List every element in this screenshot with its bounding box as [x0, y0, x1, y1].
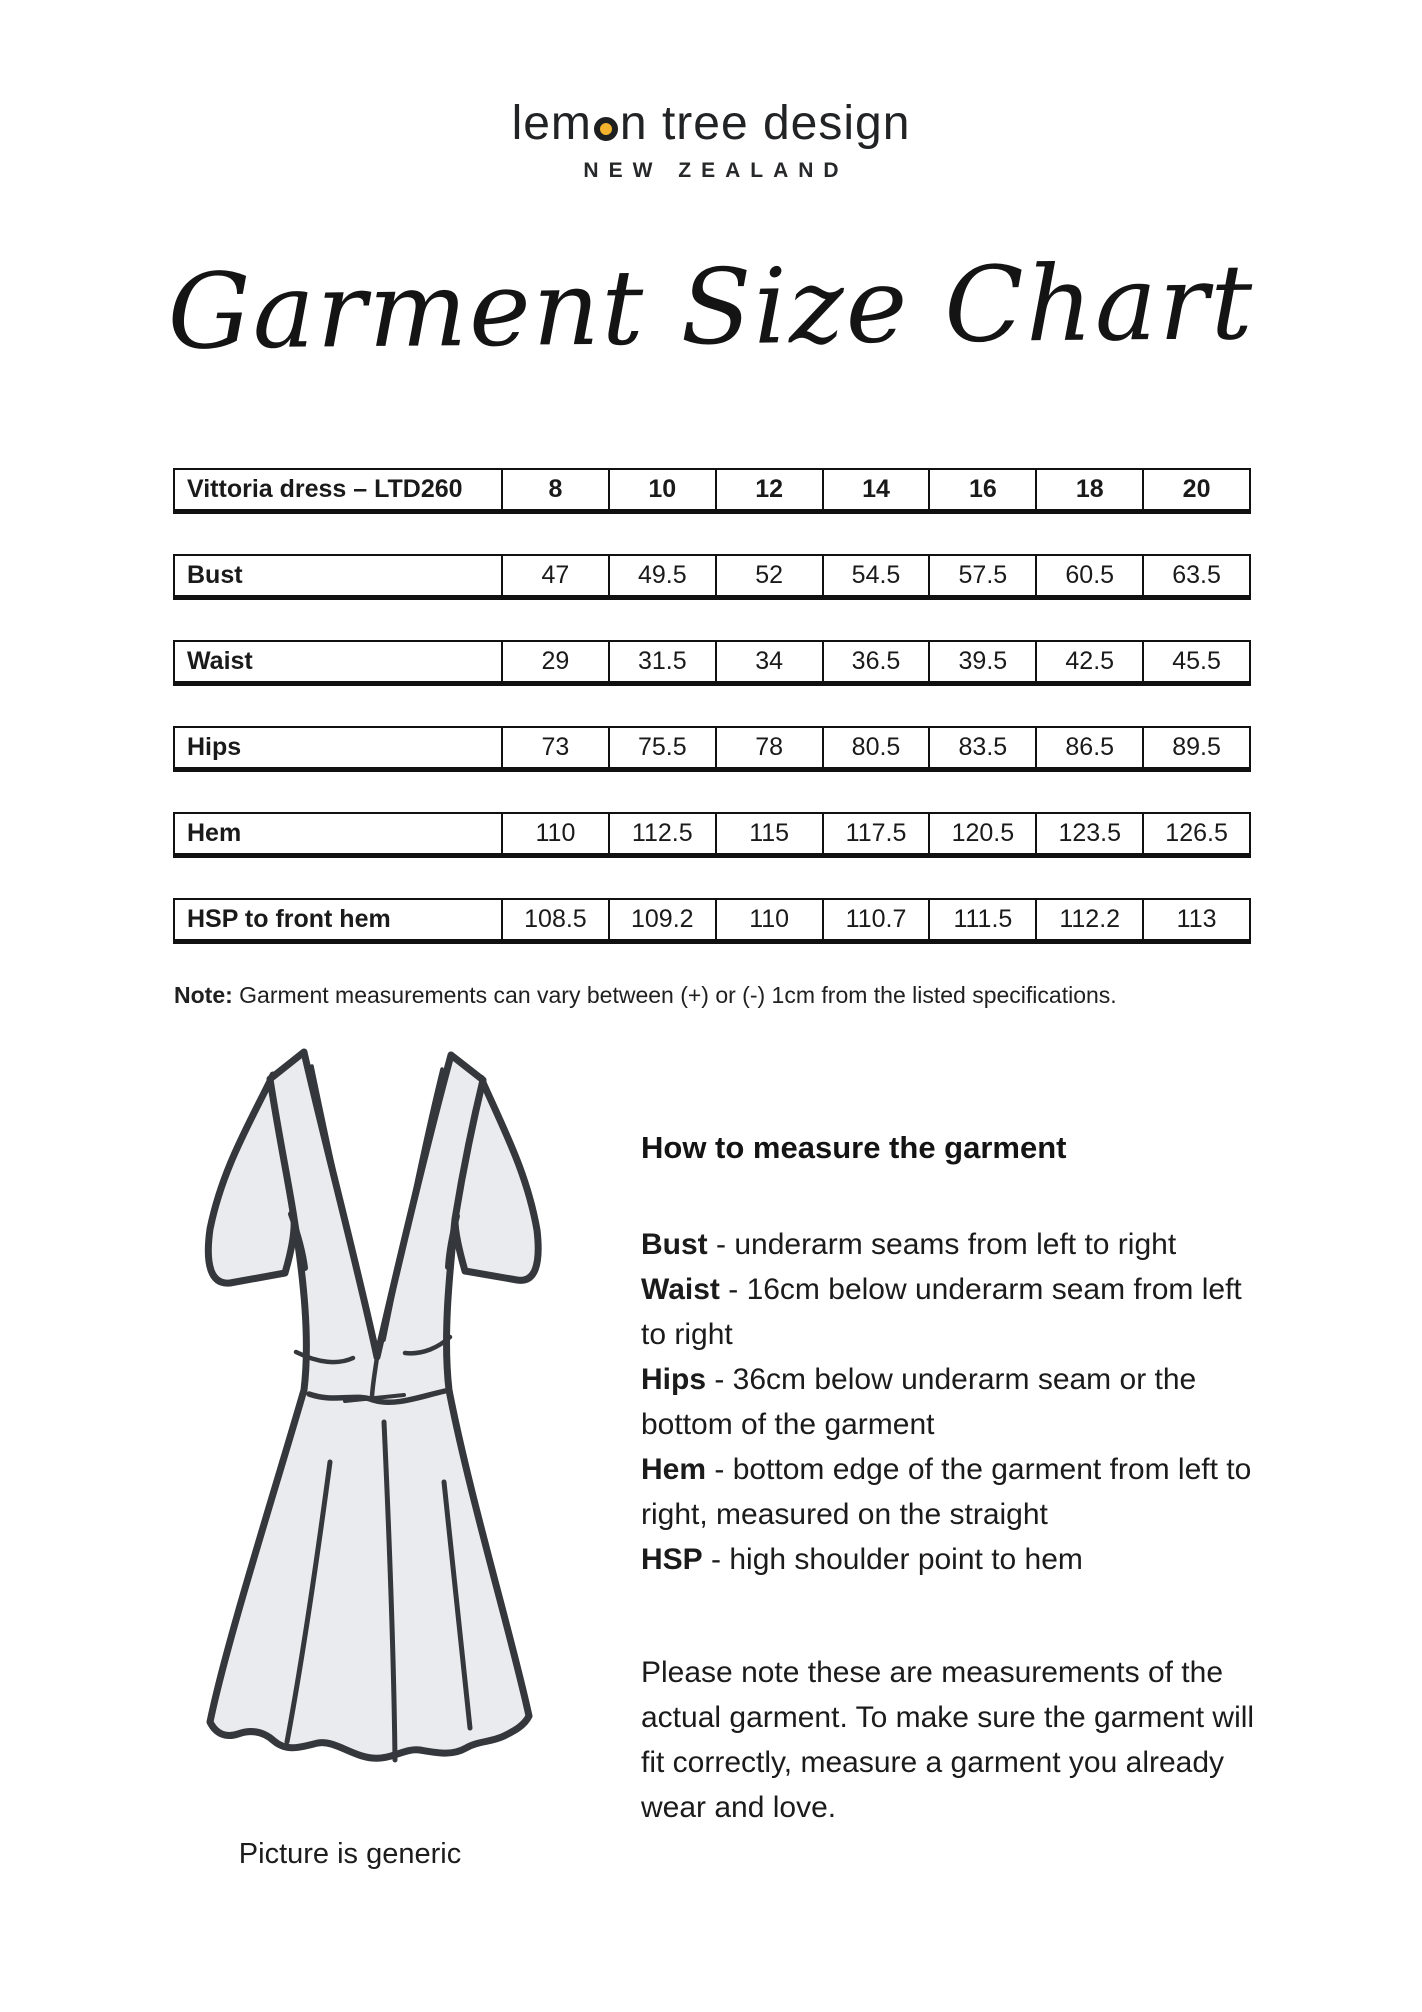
measurement-cell: 112.5	[610, 814, 717, 853]
row-label: Bust	[175, 556, 503, 595]
howto-heading: How to measure the garment	[641, 1130, 1067, 1165]
measurement-cell: 78	[717, 728, 824, 767]
howto-term: Hips	[641, 1363, 707, 1396]
size-header-cell: 16	[930, 470, 1037, 509]
size-header-cell: 14	[824, 470, 931, 509]
measurement-cell: 109.2	[610, 900, 717, 939]
measurement-cell: 36.5	[824, 642, 931, 681]
tolerance-note	[174, 982, 1117, 1009]
row-label: Hem	[175, 814, 503, 853]
howto-items	[641, 1222, 1261, 1582]
table-row-hem	[173, 812, 1251, 858]
howto-item-hsp	[641, 1537, 1261, 1582]
brand-text-post: n tree design	[619, 97, 911, 150]
howto-desc: - 36cm below underarm seam or the bottom of the garment	[641, 1363, 1197, 1441]
table-row-hips	[173, 726, 1251, 772]
measurement-cell: 108.5	[503, 900, 610, 939]
size-header-cell: 20	[1182, 475, 1211, 503]
size-header-cell: 12	[717, 470, 824, 509]
measurement-cell: 110	[503, 814, 610, 853]
brand-text-pre: lem	[511, 97, 592, 150]
measurement-cell: 73	[503, 728, 610, 767]
measurement-cell: 89.5	[1172, 733, 1221, 761]
brand-logo	[0, 96, 1422, 183]
measurement-cell: 39.5	[930, 642, 1037, 681]
howto-desc: - 16cm below underarm seam from left to right	[641, 1273, 1242, 1351]
measurement-cell: 63.5	[1172, 561, 1221, 589]
measurement-cell: 57.5	[930, 556, 1037, 595]
measurement-cell: 126.5	[1165, 819, 1228, 847]
measurement-cell: 60.5	[1037, 556, 1144, 595]
howto-item-hips	[641, 1357, 1261, 1447]
howto-desc: - high shoulder point to hem	[702, 1543, 1083, 1576]
measurement-cell: 52	[717, 556, 824, 595]
measurement-cell: 80.5	[824, 728, 931, 767]
size-header-cell: 10	[610, 470, 717, 509]
howto-desc: - bottom edge of the garment from left to right, measured on the straight	[641, 1453, 1252, 1531]
fit-advice-paragraph: Please note these are measurements of the actual garment. To make sure the garment will fit correctly, measure a garment you already wear and love.	[641, 1656, 1255, 1824]
table-header-row	[173, 468, 1251, 514]
howto-term: Waist	[641, 1273, 720, 1306]
brand-country: NEW ZEALAND	[583, 159, 849, 182]
measurement-cell: 34	[717, 642, 824, 681]
measurement-cell: 45.5	[1172, 647, 1221, 675]
measurement-cell: 115	[717, 814, 824, 853]
howto-item-waist	[641, 1267, 1261, 1357]
measurement-cell: 42.5	[1037, 642, 1144, 681]
measurement-cell: 31.5	[610, 642, 717, 681]
measurement-cell: 49.5	[610, 556, 717, 595]
size-header-cell: 8	[503, 470, 610, 509]
measurement-cell: 111.5	[930, 900, 1037, 939]
note-text: Garment measurements can vary between (+) or (-) 1cm from the listed specifications.	[232, 982, 1117, 1008]
measurement-cell: 29	[503, 642, 610, 681]
table-row-waist	[173, 640, 1251, 686]
size-table	[173, 468, 1251, 984]
row-label: HSP to front hem	[175, 900, 503, 939]
howto-item-bust	[641, 1222, 1261, 1267]
dress-sketch-svg	[152, 1022, 592, 1822]
dress-illustration	[152, 1022, 592, 1822]
measurement-cell: 54.5	[824, 556, 931, 595]
brand-name	[0, 96, 1422, 151]
product-name-cell: Vittoria dress – LTD260	[175, 470, 503, 509]
size-header-cell: 18	[1037, 470, 1144, 509]
measurement-cell: 47	[503, 556, 610, 595]
howto-item-hem	[641, 1447, 1261, 1537]
row-label: Hips	[175, 728, 503, 767]
measurement-cell: 110.7	[824, 900, 931, 939]
howto-term: Hem	[641, 1453, 707, 1486]
howto-desc: - underarm seams from left to right	[707, 1228, 1177, 1261]
howto-term: Bust	[641, 1228, 708, 1261]
measurement-cell: 117.5	[824, 814, 931, 853]
illustration-caption: Picture is generic	[238, 1838, 462, 1870]
measurement-cell: 86.5	[1037, 728, 1144, 767]
table-row-bust	[173, 554, 1251, 600]
measurement-cell: 120.5	[930, 814, 1037, 853]
measurement-cell: 123.5	[1037, 814, 1144, 853]
note-label: Note:	[174, 982, 233, 1008]
howto-term: HSP	[641, 1543, 703, 1576]
measurement-cell: 112.2	[1037, 900, 1144, 939]
table-row-hsp	[173, 898, 1251, 944]
measurement-cell: 113	[1176, 905, 1217, 933]
row-label: Waist	[175, 642, 503, 681]
lemon-dot-icon	[594, 117, 618, 141]
measurement-cell: 83.5	[930, 728, 1037, 767]
measurement-cell: 75.5	[610, 728, 717, 767]
page-title: Garment Size Chart	[167, 241, 1255, 373]
measurement-cell: 110	[717, 900, 824, 939]
